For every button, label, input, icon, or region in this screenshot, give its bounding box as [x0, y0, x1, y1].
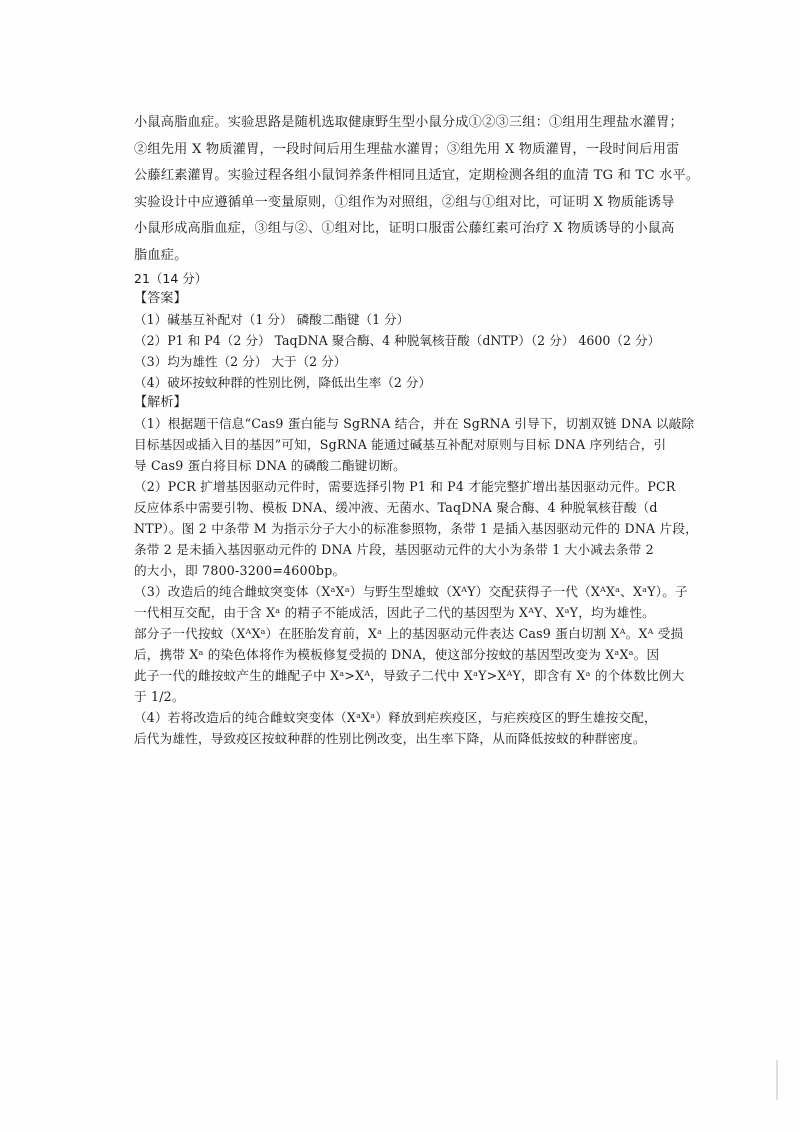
explanation-line: NTP）。图 2 中条带 M 为指示分子大小的标准参照物，条带 1 是插入基因驱动元件的 DNA 片段，	[134, 521, 698, 536]
explanation-line: （4）若将改造后的纯合雌蚊突变体（XᵃXᵃ）释放到疟疾疫区，与疟疾疫区的野生雄按交配，	[134, 710, 657, 725]
explanation-line: 导 Cas9 蛋白将目标 DNA 的磷酸二酯键切断。	[134, 458, 406, 473]
explanation-line: 反应体系中需要引物、模板 DNA、缓冲液、无菌水、TaqDNA 聚合酶、4 种脱氧核苷酸（d	[134, 500, 658, 515]
explanation-line: 后，携带 Xᵃ 的染色体将作为模板修复受损的 DNA，使这部分按蚊的基因型改变为 XᵃXᵃ。因	[134, 647, 660, 662]
explanation-line: （3）改造后的纯合雌蚊突变体（XᵃXᵃ）与野生型雄蚊（XᴬY）交配获得子一代（XᴬXᵃ、XᵃY）。子	[134, 584, 688, 599]
question-number: 21（14 分）	[134, 271, 208, 286]
intro-line: 脂血症。	[134, 247, 188, 263]
document-content	[134, 110, 700, 749]
intro-line: 小鼠高脂血症。实验思路是随机选取健康野生型小鼠分成①②③三组：①组用生理盐水灌胃；	[134, 115, 683, 130]
explanation-line: 此子一代的雌按蚊产生的雌配子中 Xᵃ>Xᴬ，导致子二代中 XᵃY>XᴬY，即含有 Xᵃ 的个体数比例大	[134, 668, 685, 683]
answer-line: （4）破坏按蚊种群的性别比例，降低出生率（2 分）	[134, 375, 432, 390]
explanation-line: 后代为雄性，导致疫区按蚊种群的性别比例改变，出生率下降，从而降低按蚊的种群密度。	[134, 731, 646, 746]
explanation-heading: 【解析】	[134, 395, 187, 410]
explanation-line: 于 1/2。	[134, 689, 185, 704]
explanation-line: 一代相互交配，由于含 Xᵃ 的精子不能成活，因此子二代的基因型为 XᴬY、XᵃY，均为雄性。	[134, 605, 655, 620]
explanation-line: 部分子一代按蚊（XᴬXᵃ）在胚胎发育前，Xᵃ 上的基因驱动元件表达 Cas9 蛋白切割 Xᴬ。Xᴬ 受损	[134, 626, 684, 641]
intro-line: 公藤红素灌胃。实验过程各组小鼠饲养条件相同且适宜，定期检测各组的血清 TG 和 TC 水平。	[134, 168, 700, 183]
explanation-line: （1）根据题干信息“Cas9 蛋白能与 SgRNA 结合，并在 SgRNA 引导下，切割双链 DNA 以敲除	[134, 416, 695, 431]
explanation-body	[134, 413, 698, 749]
answer-line: （1）碱基互补配对（1 分） 磷酸二酯键（1 分）	[134, 312, 410, 327]
explanation-line: 目标基因或插入目的基因”可知，SgRNA 能通过碱基互补配对原则与目标 DNA 序列结合，引	[134, 437, 667, 452]
scan-edge-mark	[776, 1060, 778, 1100]
answer-line: （3）均为雄性（2 分） 大于（2 分）	[134, 354, 347, 369]
intro-line: ②组先用 X 物质灌胃，一段时间后用生理盐水灌胃；③组先用 X 物质灌胃，一段时间后用雷	[134, 141, 680, 157]
intro-line: 小鼠形成高脂血症，③组与②、①组对比，证明口服雷公藤红素可治疗 X 物质诱导的小鼠高	[134, 221, 675, 236]
answer-list	[134, 309, 694, 393]
explanation-line: （2）PCR 扩增基因驱动元件时，需要选择引物 P1 和 P4 才能完整扩增出基因驱动元件。PCR	[134, 479, 676, 494]
explanation-line: 的大小，即 7800-3200=4600bp。	[134, 563, 346, 578]
explanation-line: 条带 2 是未插入基因驱动元件的 DNA 片段，基因驱动元件的大小为条带 1 大小减去条带 2	[134, 542, 654, 557]
intro-line: 实验设计中应遵循单一变量原则，①组作为对照组，②组与①组对比，可证明 X 物质能诱导	[134, 194, 675, 210]
intro-paragraph	[134, 110, 700, 269]
answer-line: （2）P1 和 P4（2 分） TaqDNA 聚合酶、4 种脱氧核苷酸（dNTP）（2 分） 4600（2 分）	[134, 333, 661, 348]
answer-heading: 【答案】	[134, 291, 187, 306]
